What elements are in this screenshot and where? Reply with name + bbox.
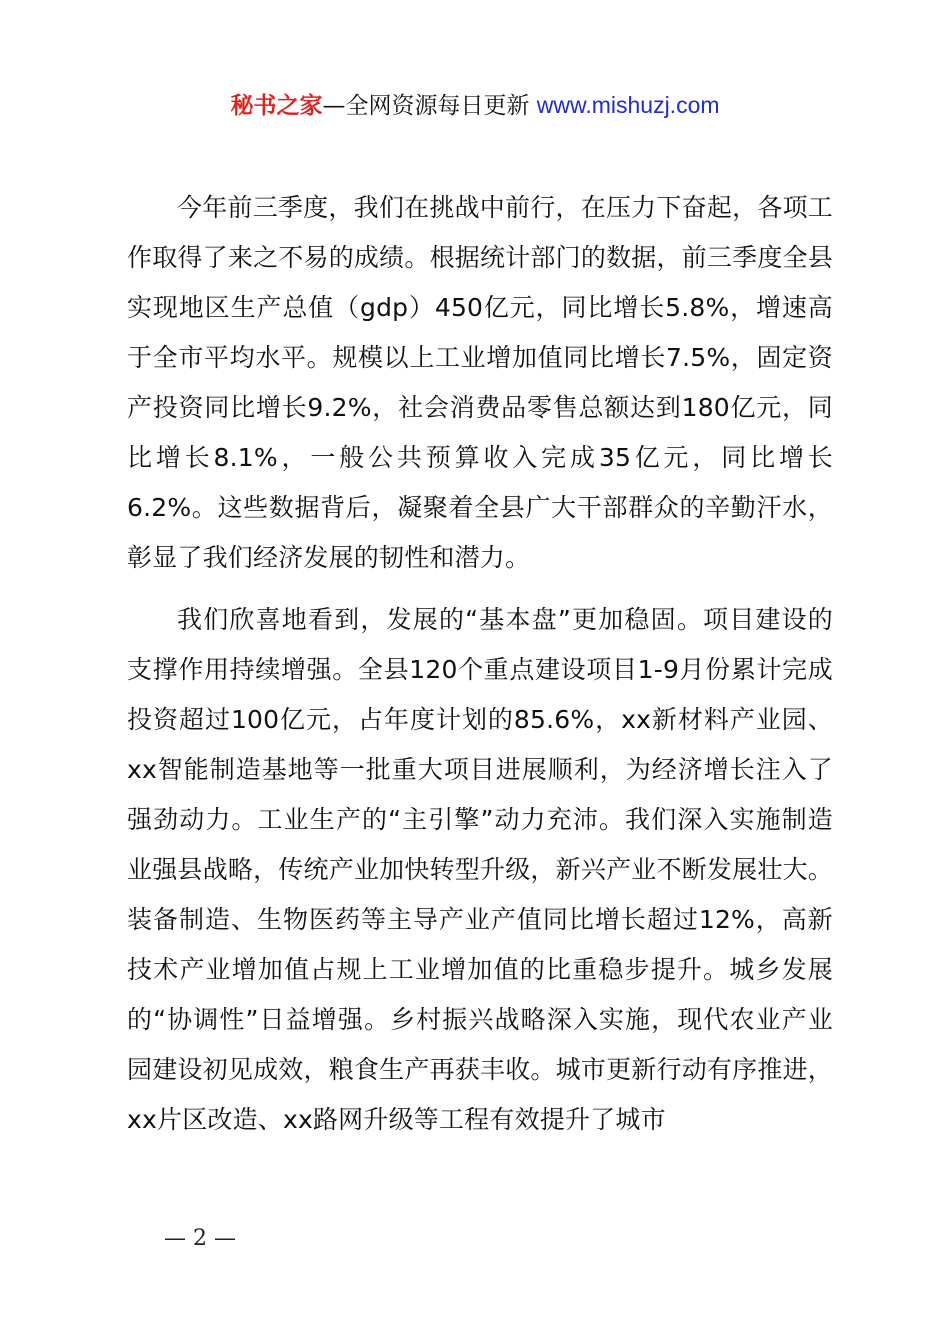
page-number: — 2 — [164, 1226, 236, 1251]
document-body [127, 183, 833, 1157]
paragraph-1: 今年前三季度，我们在挑战中前行，在压力下奋起，各项工作取得了来之不易的成绩。根据统计部门的数据，前三季度全县实现地区生产总值（gdp）450亿元，同比增长5.8%，增速高于全市平均水平。规模以上工业增加值同比增长7.5%，固定资产投资同比增长9.2%，社会消费品零售总额达到180亿元，同比增长8.1%，一般公共预算收入完成35亿元，同比增长6.2%。这些数据背后，凝聚着全县广大干部群众的辛勤汗水，彰显了我们经济发展的韧性和潜力。 [127, 193, 833, 572]
brand-name: 秘书之家 [230, 93, 323, 119]
site-header [0, 88, 950, 123]
paragraph-2: 我们欣喜地看到，发展的“基本盘”更加稳固。项目建设的支撑作用持续增强。全县120个重点建设项目1-9月份累计完成投资超过100亿元，占年度计划的85.6%，xx新材料产业园、xx智能制造基地等一批重大项目进展顺利，为经济增长注入了强劲动力。工业生产的“主引擎”动力充沛。我们深入实施制造业强县战略，传统产业加快转型升级，新兴产业不断发展壮大。装备制造、生物医药等主导产业产值同比增长超过12%，高新技术产业增加值占规上工业增加值的比重稳步提升。城乡发展的“协调性”日益增强。乡村振兴战略深入实施，现代农业产业园建设初见成效，粮食生产再获丰收。城市更新行动有序推进，xx片区改造、xx路网升级等工程有效提升了城市 [127, 605, 833, 1134]
site-url-link[interactable]: www.mishuzj.com [536, 92, 720, 118]
header-slogan: —全网资源每日更新 [322, 93, 537, 119]
